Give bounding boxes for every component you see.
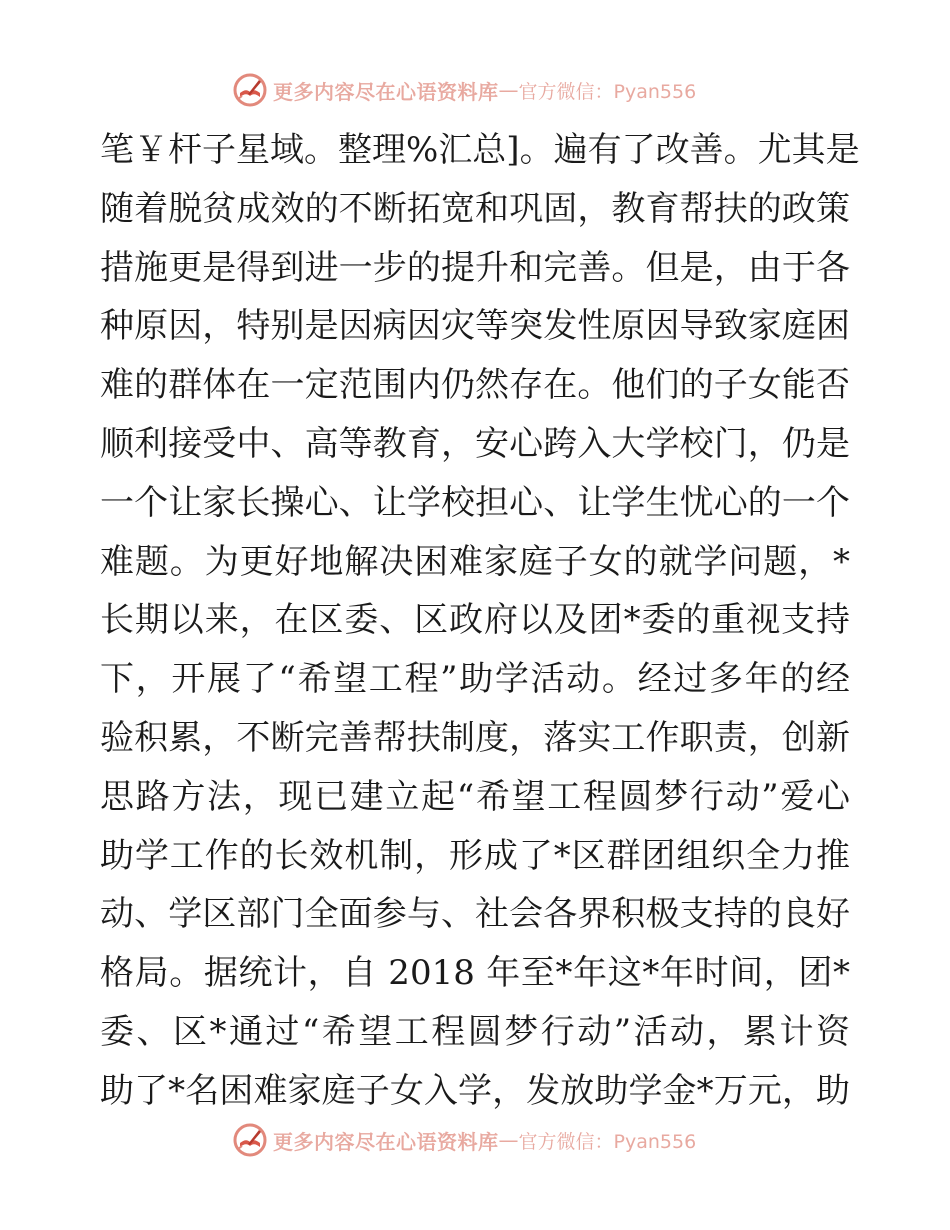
- body-line: 思路方法，现已建立起“希望工程圆梦行动”爱心: [100, 776, 850, 817]
- body-line: 动、学区部门全面参与、社会各界积极支持的良好: [100, 894, 850, 935]
- book-quill-icon: [233, 73, 267, 107]
- body-line: 难的群体在一定范围内仍然存在。他们的子女能否: [100, 365, 850, 406]
- body-line: 助了*名困难家庭子女入学，发放助学金*万元，助: [100, 1070, 850, 1111]
- watermark-separator: —: [498, 78, 519, 102]
- watermark-wechat: 官方微信：Pyan556: [518, 80, 697, 103]
- body-line: 助学工作的长效机制，形成了*区群团组织全力推: [100, 835, 850, 876]
- body-line: 难题。为更好地解决困难家庭子女的就学问题，*: [100, 541, 850, 582]
- body-line: 委、区*通过“希望工程圆梦行动”活动，累计资: [100, 1011, 850, 1052]
- body-line: 随着脱贫成效的不断拓宽和巩固，教育帮扶的政策: [100, 188, 850, 229]
- document-body: [100, 121, 860, 1121]
- body-line: 长期以来，在区委、区政府以及团*委的重视支持: [100, 600, 850, 641]
- body-line: 顺利接受中、高等教育，安心跨入大学校门，仍是: [100, 423, 850, 464]
- watermark-separator: —: [498, 1128, 519, 1152]
- body-line: 措施更是得到进一步的提升和完善。但是，由于各: [100, 247, 850, 288]
- body-line: 笔￥杆子星域。整理%汇总]。遍有了改善。尤其是: [100, 130, 860, 170]
- body-line: 格局。据统计，自 2018 年至*年这*年时间，团*: [100, 953, 850, 994]
- book-quill-icon: [233, 1123, 267, 1157]
- body-line: 下，开展了“希望工程”助学活动。经过多年的经: [100, 659, 850, 700]
- watermark-text: 更多内容尽在心语资料库: [273, 79, 499, 104]
- body-line: 种原因，特别是因病因灾等突发性原因导致家庭困: [100, 306, 850, 347]
- body-line: 验积累，不断完善帮扶制度，落实工作职责，创新: [100, 717, 850, 758]
- watermark-footer: [233, 1122, 696, 1158]
- body-line: 一个让家长操心、让学校担心、让学生忧心的一个: [100, 482, 850, 523]
- watermark-wechat: 官方微信：Pyan556: [518, 1130, 697, 1153]
- watermark-header: [233, 72, 696, 108]
- watermark-text: 更多内容尽在心语资料库: [273, 1129, 499, 1154]
